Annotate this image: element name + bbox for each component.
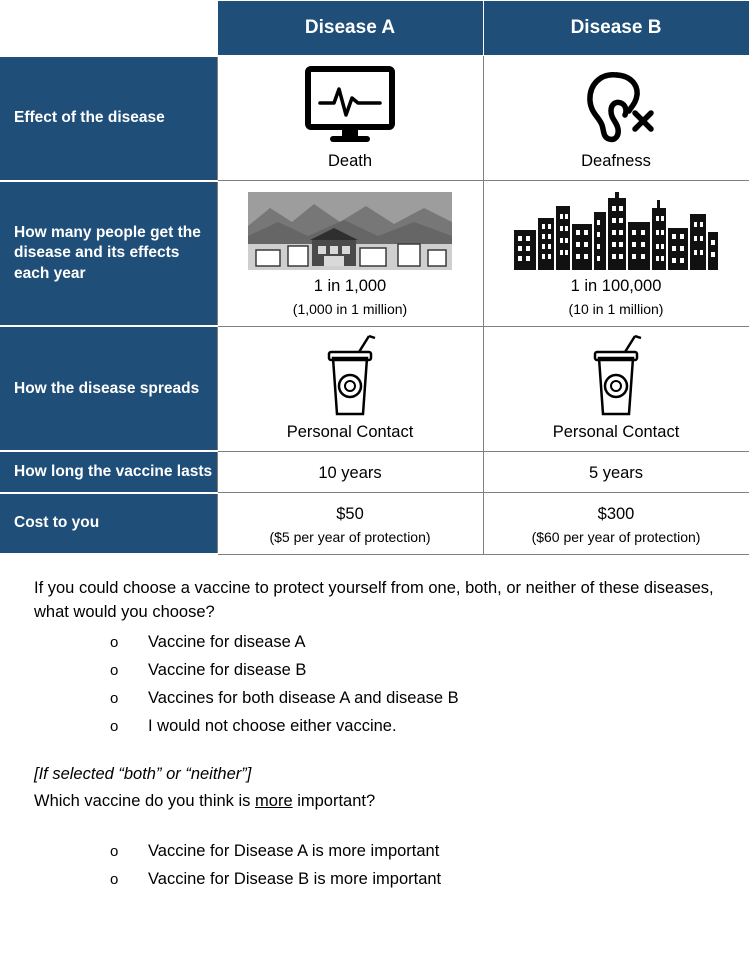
header-corner-blank [0,1,217,56]
radio-bullet-icon[interactable]: o [110,870,119,888]
column-header-disease-a: Disease A [217,1,483,56]
row-label-effect: Effect of the disease [0,56,217,181]
caption-duration-a: 10 years [318,463,382,482]
spacer [34,814,749,834]
option-disease-b-more-important[interactable] [34,866,749,894]
caption-cost-a: $50 [336,505,364,524]
cell-spread-b [483,326,749,451]
table-header-row [0,1,749,56]
question-2-emphasis: more [255,791,293,810]
caption-duration-b: 5 years [588,463,644,482]
radio-bullet-icon[interactable]: o [110,717,119,735]
table-row [0,451,749,492]
question-1-options [34,629,749,741]
option-vaccine-a[interactable] [34,629,749,657]
drink-cup-icon [490,335,743,419]
subcaption-cost-a: ($5 per year of protection) [269,528,431,545]
option-vaccine-neither[interactable] [34,713,749,741]
caption-spread-a: Personal Contact [286,422,414,441]
question-2-prefix: Which vaccine do you think is [34,791,256,810]
row-label-duration: How long the vaccine lasts [0,451,217,492]
row-label-cost: Cost to you [0,493,217,554]
radio-bullet-icon[interactable]: o [110,634,119,652]
caption-spread-b: Personal Contact [552,422,680,441]
question-2-options [34,838,749,894]
caption-effect-b: Deafness [581,152,651,170]
cell-spread-a [217,326,483,451]
caption-incidence-b: 1 in 100,000 [570,277,662,296]
cell-incidence-a [217,181,483,326]
cell-cost-a [217,493,483,554]
caption-effect-a: Death [327,152,373,170]
column-header-disease-b: Disease B [483,1,749,56]
radio-bullet-icon[interactable]: o [110,689,119,707]
radio-bullet-icon[interactable]: o [110,661,119,679]
question-2-text [34,790,749,814]
option-vaccine-both[interactable] [34,685,749,713]
monitor-heartbeat-icon [224,64,477,148]
row-label-incidence: How many people get the disease and its effects each year [0,181,217,326]
rural-village-photo [224,189,477,273]
subcaption-incidence-b: (10 in 1 million) [568,300,664,317]
question-2-suffix: important? [292,791,376,810]
subcaption-incidence-a: (1,000 in 1 million) [292,300,408,317]
question-1-text: If you could choose a vaccine to protect yourself from one, both, or neither of these diseases, what would you choose? [34,579,714,622]
cell-duration-a [217,451,483,492]
caption-incidence-a: 1 in 1,000 [313,277,387,296]
subcaption-cost-b: ($60 per year of protection) [531,528,701,545]
option-label: Vaccines for both disease A and disease B [148,688,459,707]
table-row [0,181,749,326]
city-skyline-photo [490,189,743,273]
option-label: Vaccine for disease B [148,660,307,679]
drink-cup-icon [224,335,477,419]
option-label: Vaccine for disease A [148,633,306,652]
caption-cost-b: $300 [597,505,635,524]
option-label: Vaccine for Disease B is more important [148,869,442,888]
radio-bullet-icon[interactable]: o [110,842,119,860]
table-row [0,56,749,181]
table-row [0,326,749,451]
cell-duration-b [483,451,749,492]
option-disease-a-more-important[interactable] [34,838,749,866]
option-label: Vaccine for Disease A is more important [148,841,440,860]
cell-effect-a [217,56,483,181]
conditional-note: [If selected “both” or “neither”] [34,764,252,783]
ear-deaf-icon [490,64,743,148]
survey-questions [0,555,749,893]
cell-cost-b [483,493,749,554]
option-vaccine-b[interactable] [34,657,749,685]
option-label: I would not choose either vaccine. [148,716,397,735]
row-label-spread: How the disease spreads [0,326,217,451]
cell-effect-b [483,56,749,181]
table-row [0,493,749,554]
cell-incidence-b [483,181,749,326]
